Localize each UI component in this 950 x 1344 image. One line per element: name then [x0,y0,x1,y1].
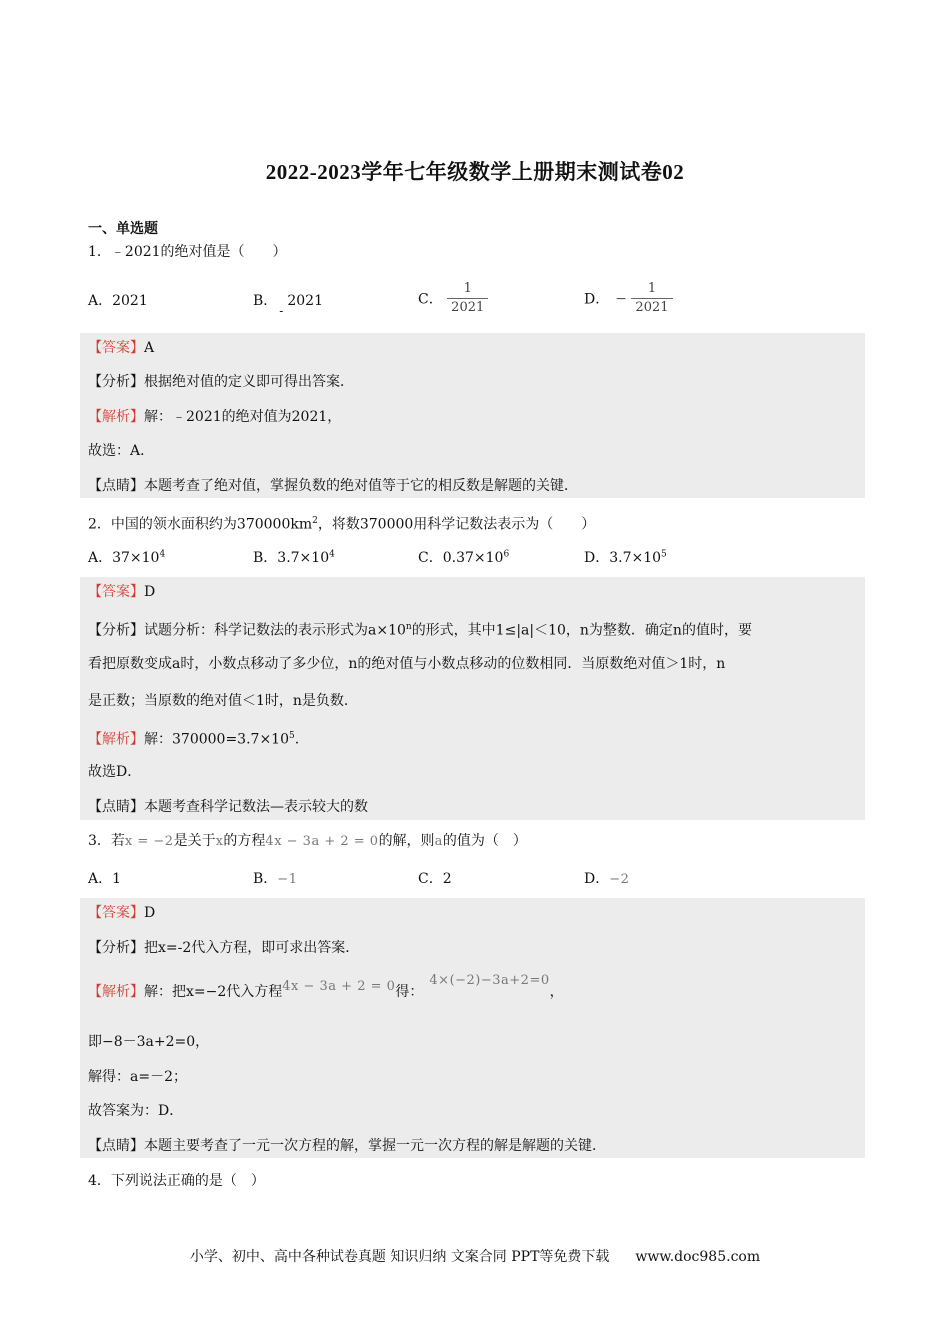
q2-solution [88,726,299,750]
answer-tag: 【答案】 [88,584,144,600]
q3-stem-d: 的解，则 [378,833,435,849]
page-title: 2022-2023学年七年级数学上册期末测试卷02 [265,160,685,184]
q1-answer [88,338,154,358]
answer-value: D [144,584,156,600]
q3-option-a: A．1 [88,871,122,887]
q1-option-c-denominator: 2021 [447,298,488,315]
q2-option-a-base: A．37×10 [88,550,160,566]
q3-stem-c: 的方程 [223,833,266,849]
q2-option-d-base: D．3.7×10 [584,550,662,566]
q1-option-c [418,282,488,315]
q3-option-d-math: −2 [609,872,630,887]
q1-option-d-prefix: D． [584,291,610,308]
q3-option-d-prefix: D． [584,871,610,887]
footer-text: 小学、初中、高中各种试卷真题 知识归纳 文案合同 PPT等免费下载 [189,1249,610,1265]
q1-option-b [253,290,323,318]
q3-choose: 故答案为：D． [88,1103,184,1119]
q3-step-2: 解得：a=－2； [88,1069,187,1085]
q1-option-b-prefix: B． [253,293,278,309]
q1-analysis: 【分析】根据绝对值的定义即可得出答案． [88,374,354,390]
q2-solution-b: . [294,731,300,748]
answer-value: A [144,340,155,356]
question-1-stem: 1．﹣2021的绝对值是（ ） [88,244,287,260]
q3-solution-box [80,898,865,1158]
q2-option-d [584,547,667,567]
q2-option-b-base: B．3.7×10 [253,550,330,566]
solution-tag: 【解析】 [88,731,144,748]
q3-answer [88,903,155,923]
solution-text: 解：﹣2021的绝对值为2021， [144,409,342,425]
q3-option-b-prefix: B． [253,871,278,887]
q3-stem-e: 的值为（ ） [442,833,527,849]
q1-option-d-numerator: 1 [647,281,657,296]
q3-option-b-math: −1 [277,872,298,887]
answer-value: D [144,905,156,921]
q2-comment: 【点睛】本题考查科学记数法—表示较大的数 [88,799,368,815]
q3-solution-a: 解：把x=−2代入方程 [144,984,283,1000]
page-footer [0,1246,950,1266]
q3-stem-math-1: x = −2 [124,834,174,849]
q3-solution-c: ， [549,984,564,1000]
q1-option-c-fraction [447,282,488,315]
q1-option-c-numerator: 1 [463,281,472,296]
q1-option-b-minus: - [279,304,284,318]
q2-analysis-line-3: 是正数；当原数的绝对值＜1时，n是负数. [88,693,349,709]
q1-comment: 【点睛】本题考查了绝对值，掌握负数的绝对值等于它的相反数是解题的关键． [88,478,578,494]
q3-solution-math-1: 4x − 3a + 2 = 0 [282,979,396,994]
q2-analysis-line-2: 看把原数变成a时，小数点移动了多少位，n的绝对值与小数点移动的位数相同．当原数绝对值＞1时，n [88,656,726,672]
q1-option-d-denominator: 2021 [631,298,672,315]
q2-solution-a: 解：370000=3.7×10 [144,731,289,748]
q2-analysis-line-1 [88,617,752,641]
question-3-stem [88,831,527,852]
q3-solution-math-2: 4×(−2)−3a+2=0 [429,973,550,988]
q3-option-b [253,868,297,888]
solution-tag: 【解析】 [88,409,144,425]
q3-option-d [584,868,629,888]
q3-stem-math-2: x [215,834,224,849]
q2-option-d-exp: 5 [661,549,667,560]
q2-stem-sup: 2 [312,516,318,526]
q1-option-d-minus: − [615,290,627,307]
footer-url[interactable]: www.doc985.com [635,1249,761,1265]
q3-solution [88,973,564,1003]
q3-option-c: C．2 [418,871,452,887]
q3-comment: 【点睛】本题主要考查了一元一次方程的解，掌握一元一次方程的解是解题的关键． [88,1138,606,1154]
q2-answer [88,582,155,602]
q1-solution [88,407,341,427]
q2-choose: 故选D． [88,764,142,780]
q1-option-d [584,282,673,315]
section-heading: 一、单选题 [88,221,158,237]
q2-option-c-exp: 6 [503,549,510,560]
q3-stem-a: 3．若 [88,833,125,849]
q2-option-c [418,547,509,567]
q1-option-a: A．2021 [88,293,148,309]
q3-stem-math-3: 4x − 3a + 2 = 0 [265,834,379,849]
q1-choose: 故选：A． [88,443,155,459]
question-2-stem [88,511,595,535]
q2-analysis-1sup: n [405,622,412,632]
q3-stem-b: 是关于 [173,833,216,849]
q2-option-b [253,547,335,567]
q2-option-a-exp: 4 [159,549,166,560]
q1-option-b-value: 2021 [287,293,323,309]
q1-option-d-fraction [631,282,672,315]
question-4-stem: 4．下列说法正确的是（ ） [88,1173,265,1189]
answer-tag: 【答案】 [88,340,144,356]
q2-stem-a: 2．中国的领水面积约为370000km [88,516,313,533]
q3-stem-math-4: a [434,834,443,849]
answer-tag: 【答案】 [88,905,144,921]
q2-analysis-1b: 的形式，其中1≤|a|＜10，n为整数．确定n的值时，要 [411,622,752,639]
q2-option-c-base: C．0.37×10 [418,550,504,566]
q3-solution-b: 得： [395,984,424,1000]
q2-option-a [88,547,165,567]
q3-step-1: 即−8－3a+2=0， [88,1034,210,1050]
q1-option-c-prefix: C． [418,291,443,308]
q2-stem-b: ，将数370000用科学记数法表示为（ ） [317,516,596,533]
solution-tag: 【解析】 [88,984,144,1000]
q2-analysis-1a: 【分析】试题分析：科学记数法的表示形式为a×10 [88,622,406,639]
q3-analysis: 【分析】把x=-2代入方程，即可求出答案． [88,940,360,956]
q2-solution-sup: 5 [288,731,295,741]
q2-option-b-exp: 4 [329,549,335,560]
